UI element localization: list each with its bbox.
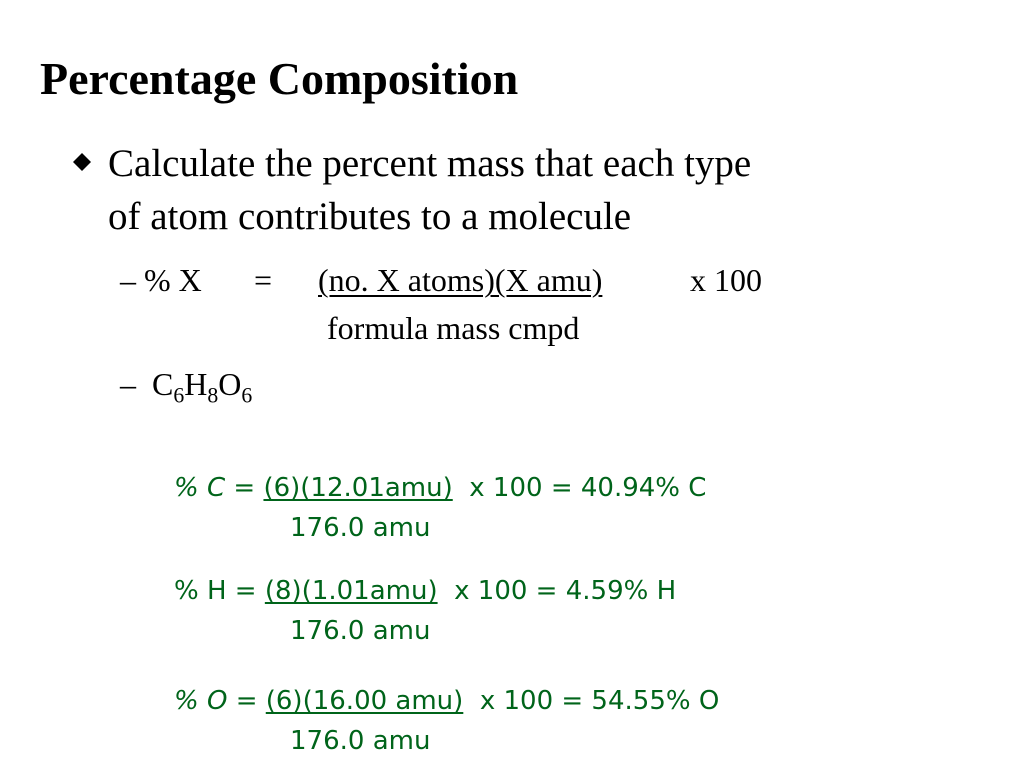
calc-oxygen-rhs: x 100 = 54.55% O: [479, 686, 720, 716]
count-c: 6: [173, 383, 185, 408]
calc-oxygen-lhs: % O =: [174, 686, 258, 716]
calc-hydrogen-denominator: 176.0 amu: [290, 616, 431, 646]
calc-oxygen-numerator: (6)(16.00 amu): [265, 686, 464, 716]
element-h: H: [184, 366, 208, 402]
count-o: 6: [241, 383, 253, 408]
calc-oxygen: [174, 685, 719, 717]
calc-carbon-rhs: x 100 = 40.94% C: [469, 473, 707, 503]
bullet-line-1: Calculate the percent mass that each type: [108, 142, 752, 185]
compound-dash: –: [120, 366, 136, 402]
calc-hydrogen: [174, 575, 676, 607]
bullet-text: [108, 137, 988, 243]
calc-carbon: [174, 472, 706, 504]
bullet-line-2: of atom contributes to a molecule: [108, 195, 632, 238]
formula-denominator: formula mass cmpd: [327, 310, 580, 346]
calc-hydrogen-lhs: % H =: [174, 576, 257, 606]
element-o: O: [218, 366, 242, 402]
calc-oxygen-denominator: 176.0 amu: [290, 726, 431, 756]
count-h: 8: [207, 383, 219, 408]
diamond-bullet-icon: [72, 152, 92, 172]
calc-carbon-numerator: (6)(12.01amu): [263, 473, 453, 503]
calc-carbon-lhs: % C =: [174, 473, 256, 503]
calc-hydrogen-numerator: (8)(1.01amu): [264, 576, 438, 606]
element-c: C: [152, 366, 174, 402]
formula-equals: =: [254, 262, 273, 298]
compound-formula: [120, 366, 252, 409]
calc-carbon-denominator: 176.0 amu: [290, 513, 431, 543]
formula-multiplier: x 100: [690, 262, 762, 298]
formula-prefix: – % X: [120, 262, 202, 298]
slide-title: Percentage Composition: [40, 53, 519, 104]
calc-hydrogen-rhs: x 100 = 4.59% H: [454, 576, 677, 606]
formula-numerator: (no. X atoms)(X amu): [318, 262, 603, 298]
